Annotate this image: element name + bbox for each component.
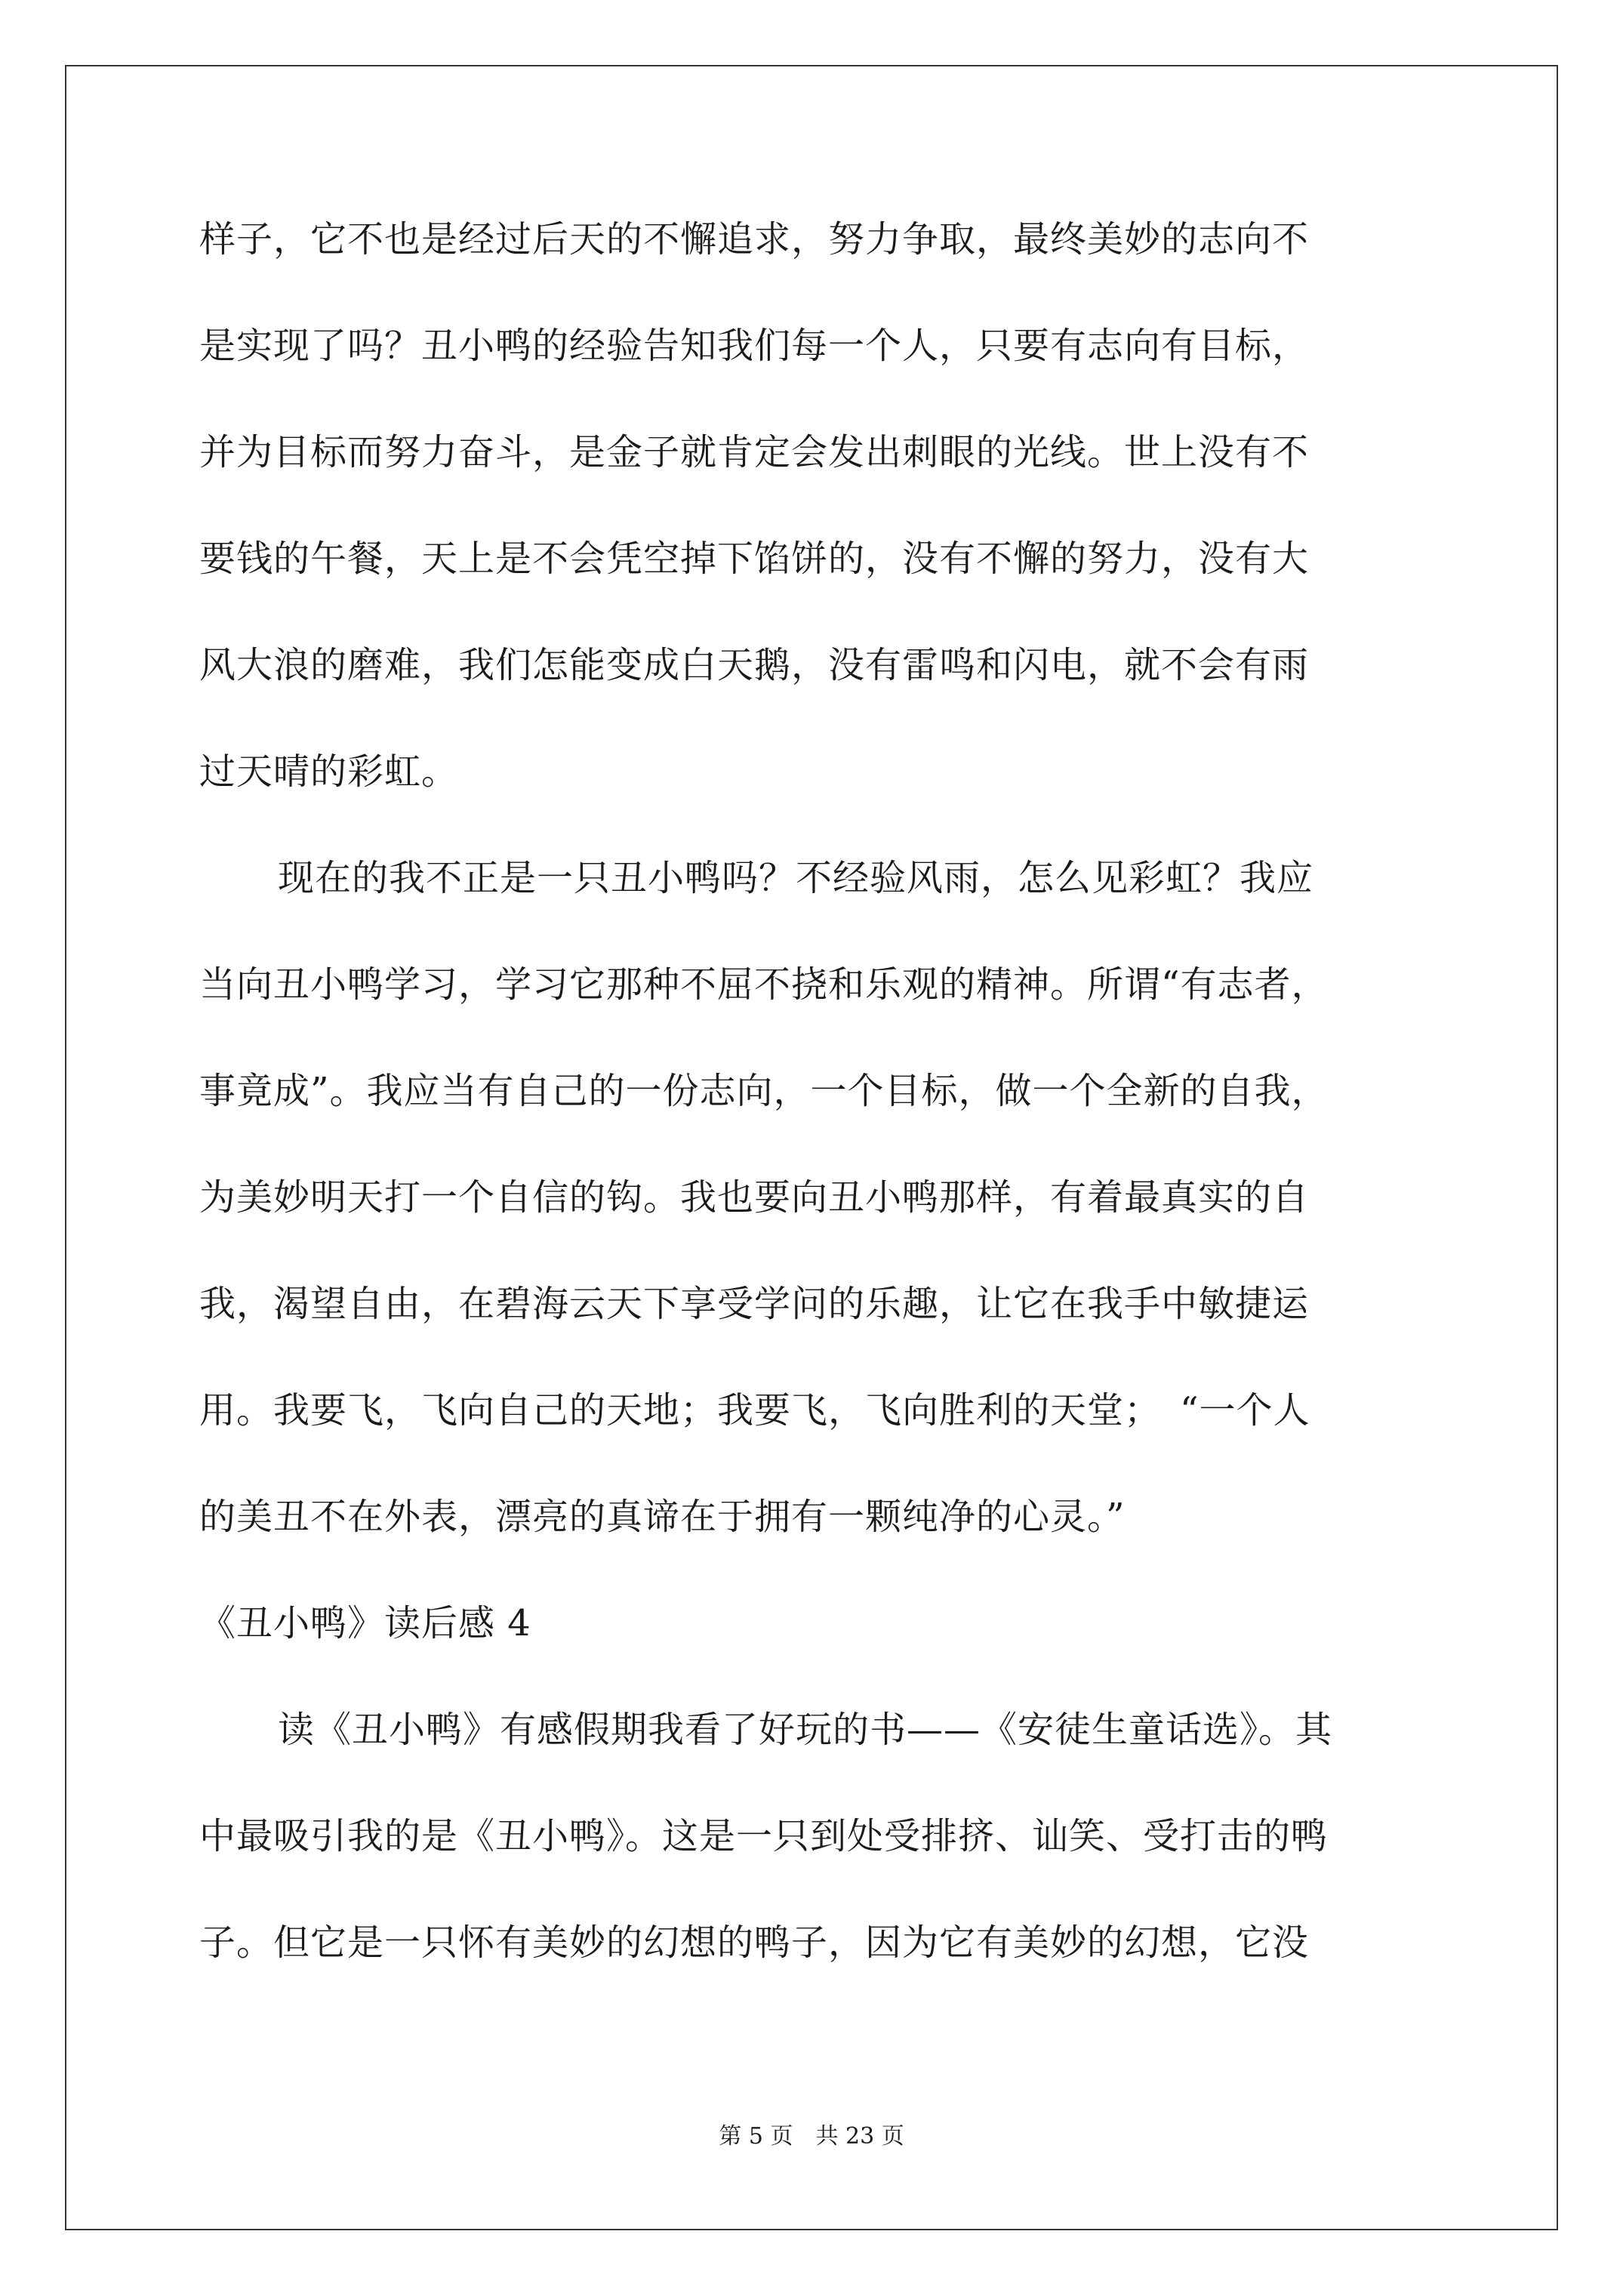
text-line: 当向丑小鸭学习，学习它那种不屈不挠和乐观的精神。所谓“有志者， (199, 963, 1329, 1006)
paragraph-1 (199, 218, 1422, 857)
text-line: 要钱的午餐，天上是不会凭空掉下馅饼的，没有不懈的努力，没有大 (199, 538, 1310, 580)
text-line: 中最吸引我的是《丑小鸭》。这是一只到处受排挤、讪笑、受打击的鸭 (199, 1815, 1329, 1857)
text-line: 为美妙明天打一个自信的钩。我也要向丑小鸭那样，有着最真实的自 (199, 1176, 1310, 1219)
document-body (199, 218, 1422, 2028)
text-line: 事竟成”。我应当有自己的一份志向，一个目标，做一个全新的自我， (199, 1070, 1329, 1112)
page-number: 第 5 页 共 23 页 (719, 2123, 904, 2150)
text-line: 我，渴望自由，在碧海云天下享受学问的乐趣，让它在我手中敏捷运 (199, 1283, 1310, 1325)
paragraph-3 (199, 1709, 1422, 2028)
text-line: 是实现了吗？丑小鸭的经验告知我们每一个人，只要有志向有目标， (199, 325, 1310, 367)
text-line: 风大浪的磨难，我们怎能变成白天鹅，没有雷鸣和闪电，就不会有雨 (199, 644, 1310, 686)
text-line: 子。但它是一只怀有美妙的幻想的鸭子，因为它有美妙的幻想，它没 (199, 1922, 1310, 1964)
text-line: 样子，它不也是经过后天的不懈追求，努力争取，最终美妙的志向不 (199, 218, 1310, 260)
text-line: 并为目标而努力奋斗，是金子就肯定会发出刺眼的光线。世上没有不 (199, 431, 1310, 473)
text-line: 读《丑小鸭》有感假期我看了好玩的书——《安徒生童话选》。其 (278, 1709, 1333, 1751)
section-title: 《丑小鸭》读后感 4 (199, 1602, 531, 1644)
text-line: 过天晴的彩虹。 (199, 750, 459, 793)
text-line: 用。我要飞，飞向自己的天地；我要飞，飞向胜利的天堂； “一个人 (199, 1389, 1310, 1432)
text-line: 现在的我不正是一只丑小鸭吗？不经验风雨，怎么见彩虹？我应 (278, 857, 1314, 899)
paragraph-2 (199, 857, 1422, 1602)
text-line: 的美丑不在外表，漂亮的真谛在于拥有一颗纯净的心灵。” (199, 1496, 1126, 1538)
